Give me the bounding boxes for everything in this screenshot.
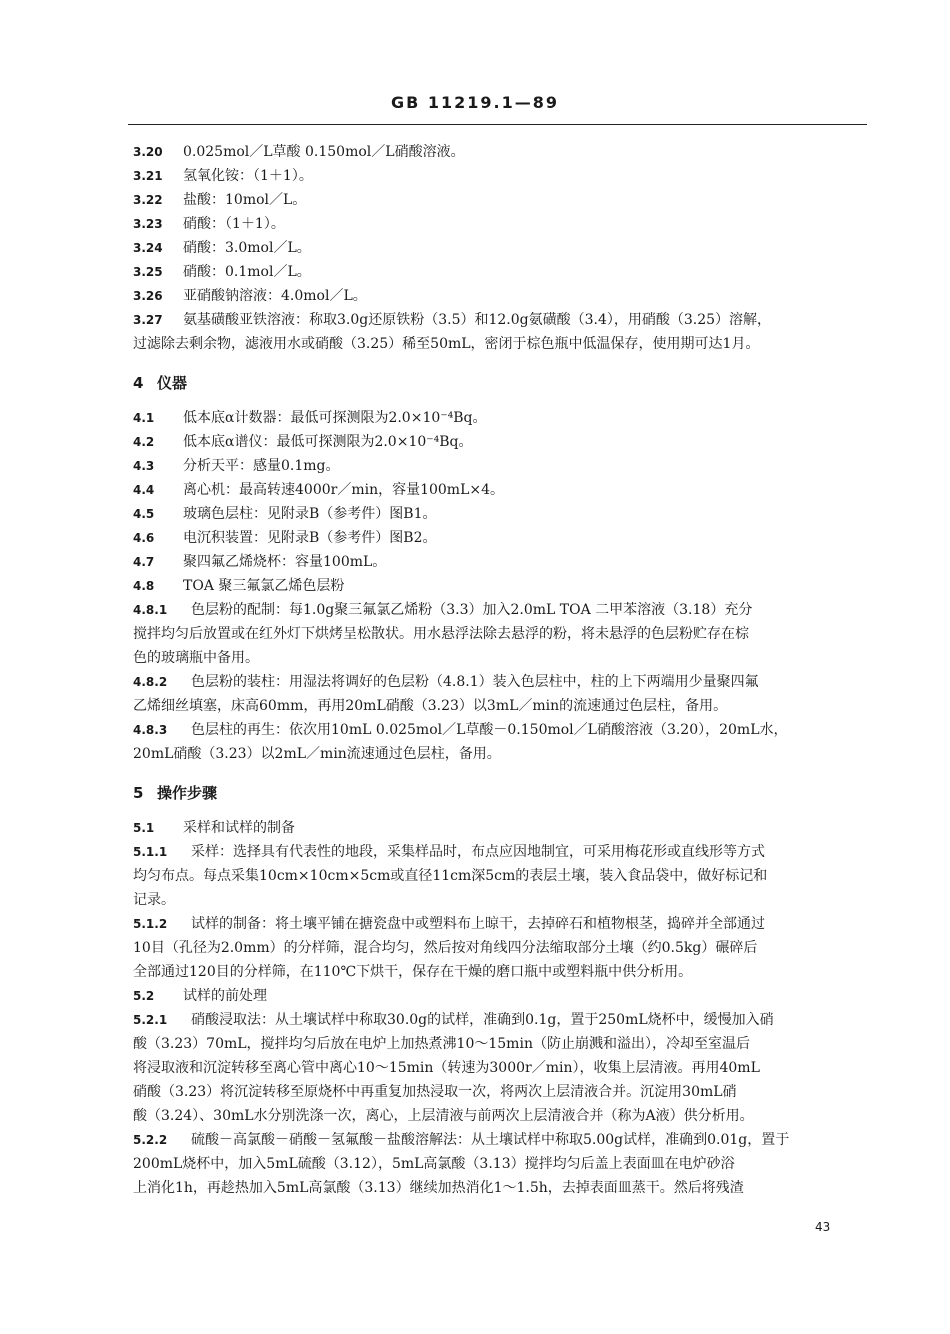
line-text: 记录。 (133, 892, 175, 908)
item-text: 0.025mol／L草酸 0.150mol／L硝酸溶液。 (183, 144, 465, 160)
body-text (133, 140, 863, 1200)
item-number: 4.5 (133, 507, 155, 521)
paragraph-line (133, 1152, 863, 1176)
list-item (133, 164, 863, 188)
paragraph-line (133, 694, 863, 718)
item-text: 低本底α谱仪：最低可探测限为2.0×10⁻⁴Bq。 (183, 434, 473, 450)
line-text: 酸（3.23）70mL，搅拌均匀后放在电炉上加热煮沸10～15min（防止崩溅和溢出），冷却至室温后 (133, 1036, 750, 1052)
line-text: 色层粉的装柱：用湿法将调好的色层粉（4.8.1）装入色层柱中，柱的上下两端用少量聚四氟 (191, 674, 759, 690)
item-number: 4.7 (133, 555, 155, 569)
item-5-1-1 (133, 840, 863, 912)
line-text: 全部通过120目的分样筛，在110℃下烘干，保存在干燥的磨口瓶中或塑料瓶中供分析用。 (133, 964, 693, 980)
page-number: 43 (815, 1220, 831, 1234)
line-text: 搅拌均匀后放置或在红外灯下烘烤呈松散状。用水悬浮法除去悬浮的粉，将未悬浮的色层粉贮存在棕 (133, 626, 749, 642)
paragraph-line (133, 912, 863, 936)
item-5-1-2 (133, 912, 863, 984)
item-number: 4.8.2 (133, 675, 168, 689)
item-number: 4.8 (133, 579, 155, 593)
line-text: 20mL硝酸（3.23）以2mL／min流速通过色层柱，备用。 (133, 746, 501, 762)
subsection-title: 试样的前处理 (183, 988, 267, 1004)
section-number: 5 (133, 784, 144, 802)
line-text: 乙烯细丝填塞，床高60mm，再用20mL硝酸（3.23）以3mL／min的流速通过色层柱，备用。 (133, 698, 728, 714)
subsection-5-1 (133, 816, 863, 840)
item-text: 硝酸：（1＋1）。 (183, 216, 285, 232)
subsection-5-2 (133, 984, 863, 1008)
item-number: 3.21 (133, 169, 163, 183)
item-number: 3.23 (133, 217, 163, 231)
paragraph-line (133, 622, 863, 646)
item-3-27-continuation: 过滤除去剩余物，滤液用水或硝酸（3.25）稀至50mL，密闭于棕色瓶中低温保存，使用期可达1月。 (133, 336, 760, 352)
item-number: 5.2.1 (133, 1013, 168, 1027)
paragraph-line (133, 670, 863, 694)
line-text: 将浸取液和沉淀转移至离心管中离心10～15min（转速为3000r／min），收集上层清液。再用40mL (133, 1060, 760, 1076)
list-item (133, 430, 863, 454)
list-item (133, 212, 863, 236)
list-item (133, 526, 863, 550)
item-text: 氨基磺酸亚铁溶液：称取3.0g还原铁粉（3.5）和12.0g氨磺酸（3.4），用硝酸（3.25）溶解， (183, 312, 772, 328)
paragraph-line (133, 1008, 863, 1032)
item-text: 分析天平：感量0.1mg。 (183, 458, 340, 474)
header-rule (128, 124, 867, 125)
item-5-2-2 (133, 1128, 863, 1200)
paragraph-line (133, 1176, 863, 1200)
item-4-8-3 (133, 718, 863, 766)
list-item (133, 188, 863, 212)
list-item (133, 140, 863, 164)
item-number: 5.1.1 (133, 845, 168, 859)
item-text: TOA 聚三氟氯乙烯色层粉 (183, 578, 345, 594)
paragraph-line (133, 960, 863, 984)
section-5-heading (133, 778, 863, 808)
line-text: 硝酸（3.23）将沉淀转移至原烧杯中再重复加热浸取一次，将两次上层清液合并。沉淀用30mL硝 (133, 1084, 737, 1100)
line-text: 200mL烧杯中，加入5mL硫酸（3.12），5mL高氯酸（3.13）搅拌均匀后盖上表面皿在电炉砂浴 (133, 1156, 735, 1172)
section-title: 操作步骤 (157, 784, 218, 802)
section-number: 4 (133, 374, 144, 392)
item-number: 4.4 (133, 483, 155, 497)
item-number: 5.2.2 (133, 1133, 168, 1147)
line-text: 试样的制备：将土壤平铺在搪瓷盘中或塑料布上晾干，去掉碎石和植物根茎，捣碎并全部通过 (191, 916, 765, 932)
subsection-title: 采样和试样的制备 (183, 820, 295, 836)
line-text: 上消化1h，再趁热加入5mL高氯酸（3.13）继续加热消化1～1.5h，去掉表面皿蒸干。然后将残渣 (133, 1180, 744, 1196)
list-item (133, 308, 863, 332)
paragraph-line (133, 840, 863, 864)
list-item (133, 284, 863, 308)
list-item (133, 550, 863, 574)
item-4-8-2 (133, 670, 863, 718)
item-text: 低本底α计数器：最低可探测限为2.0×10⁻⁴Bq。 (183, 410, 487, 426)
reagent-list (133, 140, 863, 332)
list-item (133, 406, 863, 430)
list-item (133, 454, 863, 478)
instrument-list (133, 406, 863, 598)
subsection-number: 5.1 (133, 821, 155, 835)
item-text: 电沉积装置：见附录B（参考件）图B2。 (183, 530, 437, 546)
paragraph-line (133, 718, 863, 742)
standard-code-header: GB 11219.1—89 (390, 93, 560, 112)
item-text: 聚四氟乙烯烧杯：容量100mL。 (183, 554, 387, 570)
item-number: 4.8.3 (133, 723, 168, 737)
item-number: 3.22 (133, 193, 163, 207)
item-number: 4.8.1 (133, 603, 168, 617)
section-title: 仪器 (157, 374, 188, 392)
list-item (133, 574, 863, 598)
paragraph-line (133, 598, 863, 622)
item-number: 5.1.2 (133, 917, 168, 931)
section-4-heading (133, 368, 863, 398)
item-text: 氢氧化铵：（1＋1）。 (183, 168, 313, 184)
item-number: 3.20 (133, 145, 163, 159)
line-text: 均匀布点。每点采集10cm×10cm×5cm或直径11cm深5cm的表层土壤，装入食品袋中，做好标记和 (133, 868, 768, 884)
paragraph-line (133, 1032, 863, 1056)
line-text: 采样：选择具有代表性的地段，采集样品时，布点应因地制宜，可采用梅花形或直线形等方式 (191, 844, 765, 860)
paragraph-line (133, 1128, 863, 1152)
paragraph-line (133, 864, 863, 888)
line-text: 色的玻璃瓶中备用。 (133, 650, 259, 666)
line-text: 色层柱的再生：依次用10mL 0.025mol／L草酸－0.150mol／L硝酸溶液（3.20），20mL水， (191, 722, 788, 738)
subsection-number: 5.2 (133, 989, 155, 1003)
paragraph-line (133, 646, 863, 670)
list-item (133, 502, 863, 526)
item-text: 亚硝酸钠溶液：4.0mol／L。 (183, 288, 367, 304)
item-number: 3.24 (133, 241, 163, 255)
item-number: 4.3 (133, 459, 155, 473)
item-number: 4.6 (133, 531, 155, 545)
item-number: 3.27 (133, 313, 163, 327)
item-text: 硝酸：3.0mol／L。 (183, 240, 311, 256)
paragraph-line (133, 1104, 863, 1128)
paragraph-line (133, 936, 863, 960)
paragraph-line (133, 1056, 863, 1080)
list-item (133, 236, 863, 260)
line-text: 10目（孔径为2.0mm）的分样筛，混合均匀，然后按对角线四分法缩取部分土壤（约0.5kg）碾碎后 (133, 940, 758, 956)
list-item (133, 260, 863, 284)
item-5-2-1 (133, 1008, 863, 1128)
paragraph-line (133, 888, 863, 912)
item-number: 3.25 (133, 265, 163, 279)
line-text: 酸（3.24）、30mL水分别洗涤一次，离心，上层清液与前两次上层清液合并（称为A液）供分析用。 (133, 1108, 754, 1124)
item-text: 离心机：最高转速4000r／min，容量100mL×4。 (183, 482, 505, 498)
item-number: 3.26 (133, 289, 163, 303)
line-text: 硝酸浸取法：从土壤试样中称取30.0g的试样，准确到0.1g，置于250mL烧杯中，缓慢加入硝 (191, 1012, 774, 1028)
item-text: 玻璃色层柱：见附录B（参考件）图B1。 (183, 506, 437, 522)
paragraph-line (133, 1080, 863, 1104)
item-text: 硝酸：0.1mol／L。 (183, 264, 311, 280)
paragraph-line (133, 742, 863, 766)
item-number: 4.2 (133, 435, 155, 449)
item-text: 盐酸：10mol／L。 (183, 192, 307, 208)
line-text: 硫酸－高氯酸－硝酸－氢氟酸－盐酸溶解法：从土壤试样中称取5.00g试样，准确到0.01g，置于 (191, 1132, 790, 1148)
list-item (133, 478, 863, 502)
item-number: 4.1 (133, 411, 155, 425)
line-text: 色层粉的配制：每1.0g聚三氟氯乙烯粉（3.3）加入2.0mL TOA 二甲苯溶液（3.18）充分 (191, 602, 753, 618)
item-4-8-1 (133, 598, 863, 670)
